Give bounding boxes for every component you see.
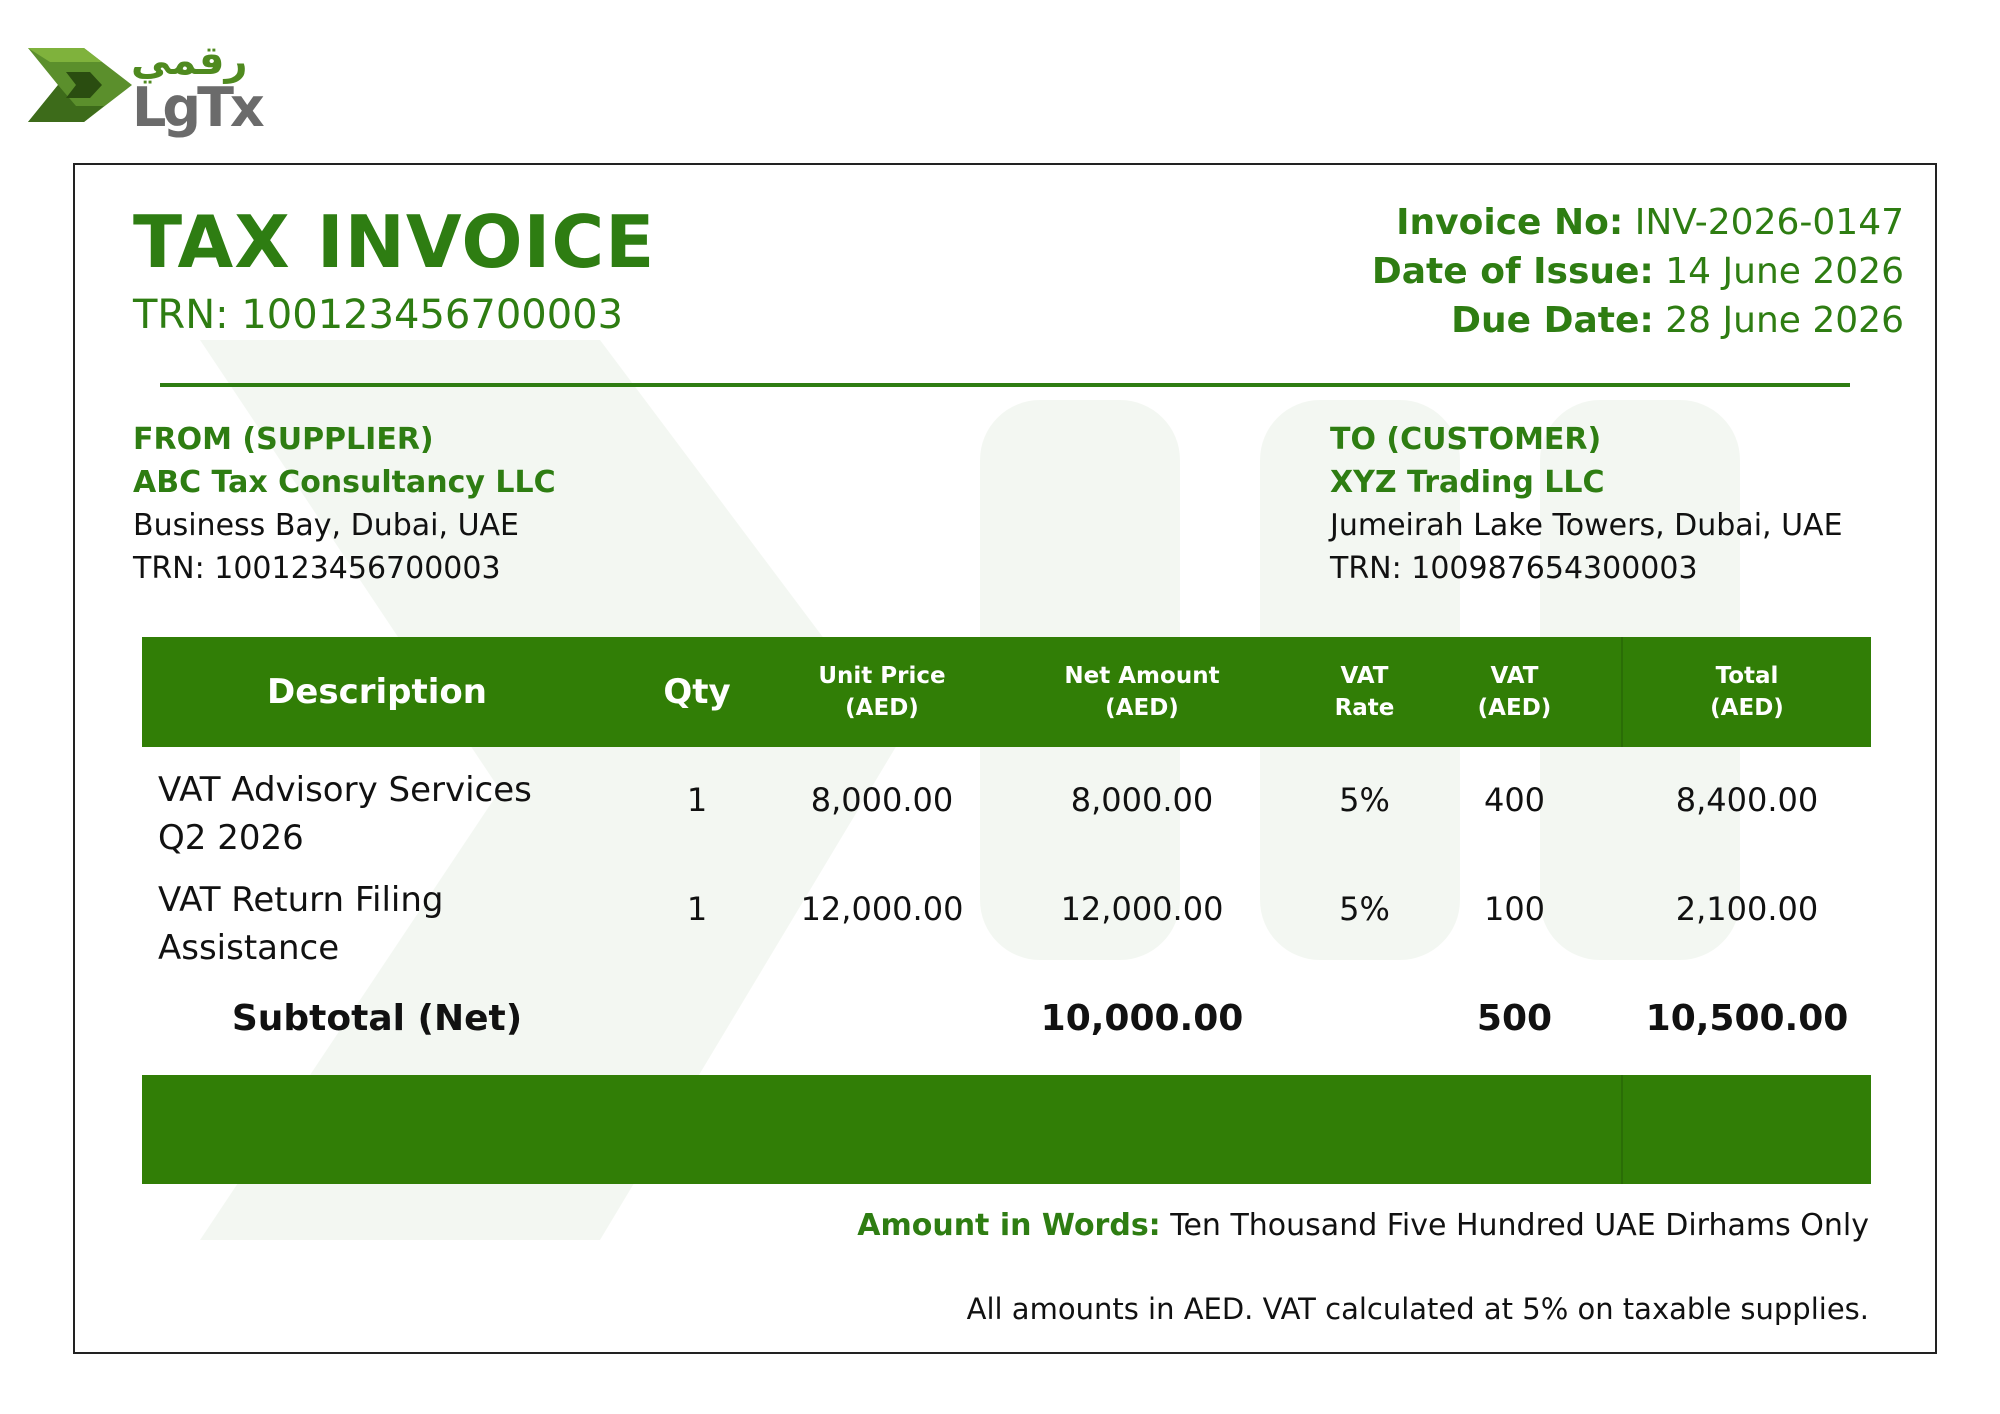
customer-label: TO (CUSTOMER) <box>1330 422 1602 457</box>
row-unit-price: 12,000.00 <box>800 890 964 928</box>
subtotal-vat: 500 <box>1476 998 1553 1039</box>
customer-address: Jumeirah Lake Towers, Dubai, UAE <box>1330 508 1843 543</box>
supplier-label: FROM (SUPPLIER) <box>133 422 434 457</box>
amount-in-words-label: Amount in Words: <box>857 1208 1161 1243</box>
customer-block <box>1330 418 1843 590</box>
table-row-description: VAT Return Filing Assistance <box>158 880 444 968</box>
customer-name: XYZ Trading LLC <box>1330 465 1605 500</box>
col-total: Total (AED) <box>1710 663 1784 721</box>
header-divider <box>160 383 1850 387</box>
row-total: 8,400.00 <box>1675 781 1819 819</box>
footer-note: All amounts in AED. VAT calculated at 5% on taxable supplies. <box>966 1292 1869 1326</box>
page-title: TAX INVOICE <box>133 200 656 284</box>
table-header <box>142 637 1871 747</box>
due-date-label: Due Date: <box>1451 300 1654 341</box>
date-issue-line <box>1372 247 1904 296</box>
supplier-trn: TRN: 100123456700003 <box>133 551 501 586</box>
col-vat-rate: VAT Rate <box>1334 663 1395 721</box>
row-net-amount: 12,000.00 <box>1060 890 1224 928</box>
company-logo <box>28 38 261 139</box>
date-issue-label: Date of Issue: <box>1371 251 1654 292</box>
date-issue-value: 14 June 2026 <box>1665 251 1904 292</box>
col-vat-aed: VAT (AED) <box>1477 663 1552 721</box>
row-qty: 1 <box>686 890 708 928</box>
invoice-meta <box>1372 198 1904 345</box>
col-description: Description <box>267 672 487 712</box>
amount-in-words <box>857 1208 1869 1243</box>
logo-arabic-text: رقمي <box>131 38 248 84</box>
row-net-amount: 8,000.00 <box>1070 781 1214 819</box>
supplier-block <box>133 418 556 590</box>
row-total: 2,100.00 <box>1675 890 1819 928</box>
logo-latin-text: LgTx <box>132 76 261 139</box>
supplier-address: Business Bay, Dubai, UAE <box>133 508 520 543</box>
subtotal-label: Subtotal (Net) <box>231 998 523 1039</box>
due-date-value: 28 June 2026 <box>1665 300 1904 341</box>
row-vat-rate: 5% <box>1339 890 1390 928</box>
due-date-line <box>1372 296 1904 345</box>
invoice-number-line <box>1372 198 1904 247</box>
header-trn: TRN: 100123456700003 <box>133 292 624 338</box>
row-unit-price: 8,000.00 <box>810 781 954 819</box>
row-vat-rate: 5% <box>1339 781 1390 819</box>
amount-in-words-value: Ten Thousand Five Hundred UAE Dirhams Only <box>1170 1208 1869 1243</box>
customer-trn: TRN: 100987654300003 <box>1330 551 1698 586</box>
row-vat: 400 <box>1483 781 1546 819</box>
col-net-amount: Net Amount (AED) <box>1064 663 1220 721</box>
col-unit-price: Unit Price (AED) <box>818 663 946 721</box>
invoice-number-label: Invoice No: <box>1396 202 1624 243</box>
subtotal-total: 10,500.00 <box>1645 998 1849 1039</box>
col-qty: Qty <box>663 672 731 712</box>
logo-mark-icon <box>28 44 132 126</box>
supplier-name: ABC Tax Consultancy LLC <box>133 465 556 500</box>
invoice-number-value: INV-2026-0147 <box>1634 202 1904 243</box>
row-qty: 1 <box>686 781 708 819</box>
column-separator <box>1621 1075 1623 1184</box>
subtotal-net: 10,000.00 <box>1040 998 1244 1039</box>
table-row-description: VAT Advisory Services Q2 2026 <box>158 770 532 858</box>
row-vat: 100 <box>1483 890 1546 928</box>
table-footer-band <box>142 1075 1871 1184</box>
